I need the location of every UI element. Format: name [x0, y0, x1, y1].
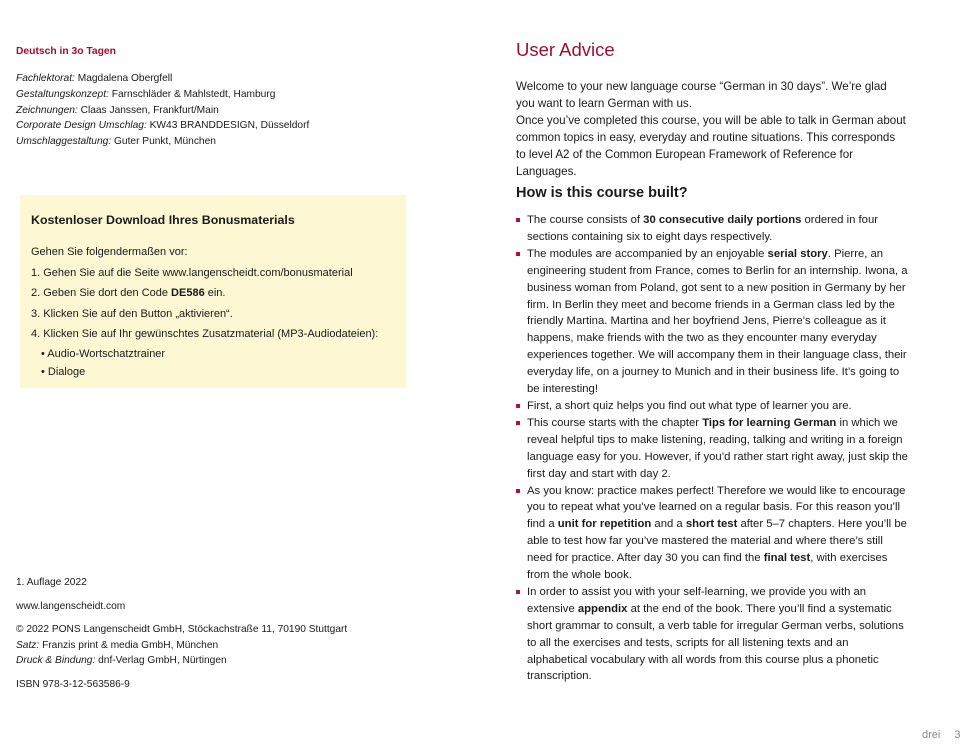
- list-text: after 5–7 chapters. Here you’ll be able to test how far you’ve mastered the material and where there’s still need for practice. After day 30 you can find the: [527, 518, 907, 565]
- copyright: © 2022 PONS Langenscheidt GmbH, Stöckachstraße 11, 70190 Stuttgart: [16, 624, 348, 635]
- list-item: [516, 398, 908, 415]
- list-text: , with exercises from the whole book.: [527, 552, 888, 582]
- list-text: This course starts with the chapter: [527, 416, 703, 429]
- page-folio: [922, 729, 960, 741]
- isbn: ISBN 978-3-12-563586-9: [16, 678, 130, 690]
- bonus-step-4: 4. Klicken Sie auf Ihr gewünschtes Zusatzmaterial (MP3-Audiodateien):: [31, 328, 379, 340]
- credit-role: Zeichnungen:: [16, 104, 78, 116]
- list-item: [516, 584, 908, 685]
- credits: [16, 71, 309, 150]
- page-title: User Advice: [516, 39, 615, 60]
- satz-label: Satz:: [16, 639, 40, 651]
- credit-role: Corporate Design Umschlag:: [16, 120, 147, 132]
- section-heading: How is this course built?: [516, 185, 688, 201]
- bold-term: 30 consecutive daily portions: [643, 214, 802, 226]
- list-item: [516, 415, 908, 483]
- bold-term: short test: [685, 518, 738, 531]
- bonus-intro: Gehen Sie folgendermaßen vor:: [31, 246, 188, 258]
- druck-label: Druck & Bindung:: [16, 655, 96, 666]
- intro: [516, 78, 908, 180]
- page-number: 3: [954, 729, 961, 741]
- bold-term: appendix: [577, 602, 628, 615]
- list-item: [516, 483, 908, 584]
- list-text: ordered in four sections containing six to eight days respectively.: [527, 214, 879, 243]
- satz: Franzis print & media GmbH, München: [42, 639, 219, 651]
- course-structure-list: [516, 212, 908, 685]
- list-text: The modules are accompanied by an enjoyable: [527, 247, 768, 260]
- step-text: 2. Geben Sie dort den Code: [31, 287, 172, 299]
- square-bullet-icon: [516, 489, 520, 493]
- square-bullet-icon: [516, 590, 520, 594]
- list-item: [516, 246, 908, 398]
- list-text: In order to assist you with your self-learning, we provide you with an extensive: [527, 585, 867, 615]
- list-item: [516, 212, 908, 246]
- list-text: First, a short quiz helps you find out what type of learner you are.: [527, 399, 852, 412]
- publisher-info: [16, 622, 347, 669]
- credit-role: Fachlektorat:: [16, 73, 75, 84]
- step-text: ein.: [204, 287, 226, 299]
- bonus-download-box: [20, 195, 406, 388]
- edition: 1. Auflage 2022: [16, 577, 87, 588]
- series-title: Deutsch in 3o Tagen: [16, 46, 116, 57]
- credit-name: Farnschläder & Mahlstedt, Hamburg: [111, 88, 276, 100]
- credit-name: Claas Janssen, Frankfurt/Main: [80, 104, 219, 116]
- square-bullet-icon: [516, 404, 520, 408]
- list-text: The course consists of: [527, 214, 644, 226]
- credit-line: [16, 134, 309, 150]
- square-bullet-icon: [516, 252, 520, 256]
- credit-name: KW43 BRANDDESIGN, Düsseldorf: [149, 120, 310, 132]
- bonus-sub-item: • Dialoge: [41, 365, 86, 378]
- list-text: As you know: practice makes perfect! Therefore we would like to encourage you to repeat what you’ve learned on a regular basis. For this reason you’ll find a: [527, 484, 906, 531]
- credit-role: Gestaltungskonzept:: [16, 88, 109, 100]
- bold-term: serial story: [767, 247, 828, 260]
- bold-term: unit for repetition: [557, 518, 652, 531]
- bonus-step-2: [31, 283, 378, 304]
- list-text: at the end of the book. There you’ll find a systematic short grammar to consult, a verb table for irregular German verbs, solutions to all the exercises and tests, scripts for all listening texts and an alphabetical vocabulary with all words from this course plus a phonetic transcription.: [527, 602, 904, 683]
- bold-term: final test: [763, 552, 811, 565]
- credit-line: [16, 87, 309, 103]
- bonus-code: DE586: [171, 287, 205, 299]
- bold-term: Tips for learning German: [702, 416, 837, 429]
- list-text: . Pierre, an engineering student from France, comes to Berlin for an internship. Iwona, a business woman from Poland, got sent to a new position in Germany by her firm. In Berlin they meet and become friends in a German class led by the friendly Martina. Martina and her boyfriend Jens, Pierre’s colleague as it happens, make friends with the two as they encounter many everyday experiences together. We will accompany them in their language class, their everyday life, on a journey to Munich and in their business life. It’s going to be interesting!: [527, 247, 908, 396]
- credit-line: [16, 103, 309, 119]
- list-text: in which we reveal helpful tips to make listening, reading, talking and writing in a foreign language easy for you. However, if you’d rather start right away, just skip the first day and start with day 2.: [527, 416, 908, 480]
- bonus-step-3: 3. Klicken Sie auf den Button „aktivieren“.: [31, 307, 233, 320]
- credit-line: [16, 71, 309, 87]
- credit-role: Umschlaggestaltung:: [16, 136, 112, 148]
- imprint: [16, 575, 347, 700]
- credit-name: Magdalena Obergfell: [77, 73, 173, 84]
- bonus-step-1: 1. Gehen Sie auf die Seite www.langenscheidt.com/bonusmaterial: [31, 266, 353, 279]
- intro-paragraph: Welcome to your new language course “German in 30 days”. We’re glad you want to learn German with us.: [516, 80, 887, 110]
- website: www.langenscheidt.com: [16, 600, 126, 612]
- intro-paragraph: Once you’ve completed this course, you will be able to talk in German about common topics in easy, everyday and routine situations. This corresponds to level A2 of the Common European Framework of Reference for Languages.: [516, 114, 906, 178]
- credit-line: [16, 118, 309, 134]
- square-bullet-icon: [516, 218, 520, 222]
- credit-name: Guter Punkt, München: [113, 136, 216, 148]
- list-text: and a: [651, 518, 686, 531]
- druck: dnf-Verlag GmbH, Nürtingen: [98, 655, 227, 666]
- folio-word: drei: [922, 729, 941, 741]
- square-bullet-icon: [516, 421, 520, 425]
- bonus-title: Kostenloser Download Ihres Bonusmaterials: [31, 213, 295, 227]
- bonus-sub-item: • Audio-Wortschatztrainer: [41, 347, 166, 360]
